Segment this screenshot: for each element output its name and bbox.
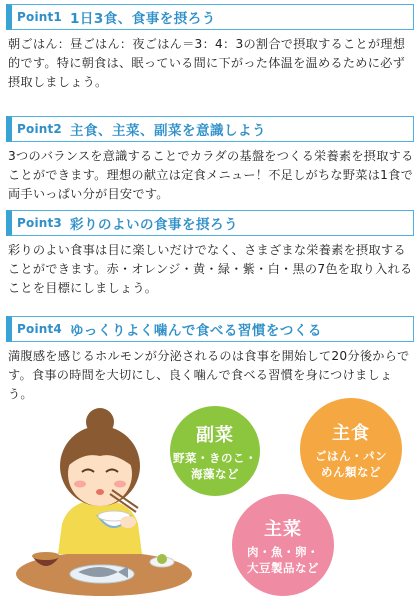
point-title: 主食、主菜、副菜を意識しよう (69, 123, 266, 139)
point-title: ゆっくりよく噛んで食べる習慣をつくる (69, 323, 322, 339)
point-section-3 (0, 210, 420, 298)
shusai-circle (232, 494, 334, 596)
point-title: 1日3食、食事を摂ろう (69, 11, 216, 27)
point-body: 満腹感を感じるホルモンが分泌されるのは食事を開始して20分後からです。食事の時間を大切にし、良く噛んで食べる習慣を身につけましょう。 (8, 349, 410, 401)
shusai-title: 主菜 (264, 518, 302, 540)
point-body: 朝ごはん：昼ごはん：夜ごはん＝3：4：3の割合で摂取することが理想的です。特に朝食は、眠っている間に下がった体温を温めるために必ず摂取しましょう。 (8, 37, 406, 89)
hair-bun (86, 408, 114, 436)
point-body: 彩りのよい食事は目に楽しいだけでなく、さまざまな栄養素を摂取することができます。赤・オレンジ・黄・緑・紫・白・黒の7色を取り入れることを目標にしましょう。 (8, 243, 413, 295)
point-heading-4 (6, 316, 414, 342)
point-label: Point4 (17, 322, 62, 336)
point-section-1 (0, 4, 420, 92)
girl-eating-illustration (14, 404, 194, 596)
point-heading-3 (6, 210, 414, 236)
shushoku-desc: ごはん・パン めん類など (315, 448, 387, 479)
point-title: 彩りのよいの食事を摂ろう (69, 217, 238, 233)
point-label: Point3 (17, 216, 62, 230)
fukusai-title: 副菜 (196, 424, 234, 446)
point-label: Point1 (17, 10, 62, 24)
point-body: 3つのバランスを意識することでカラダの基盤をつくる栄養素を摂取することができます。理想の献立は定食メニュー！不足しがちな野菜は1食で両手いっぱい分が目安です。 (8, 149, 414, 201)
point-section-4 (0, 316, 420, 404)
shushoku-title: 主食 (332, 422, 370, 444)
point-heading-2 (6, 116, 414, 142)
shusai-desc: 肉・魚・卵・ 大豆製品など (247, 544, 319, 575)
point-heading-1 (6, 4, 414, 30)
point-section-2 (0, 116, 420, 204)
shushoku-circle (300, 398, 402, 500)
fukusai-circle (170, 406, 260, 496)
fukusai-desc: 野菜・きのこ・ 海藻など (173, 450, 257, 481)
point-label: Point2 (17, 122, 62, 136)
